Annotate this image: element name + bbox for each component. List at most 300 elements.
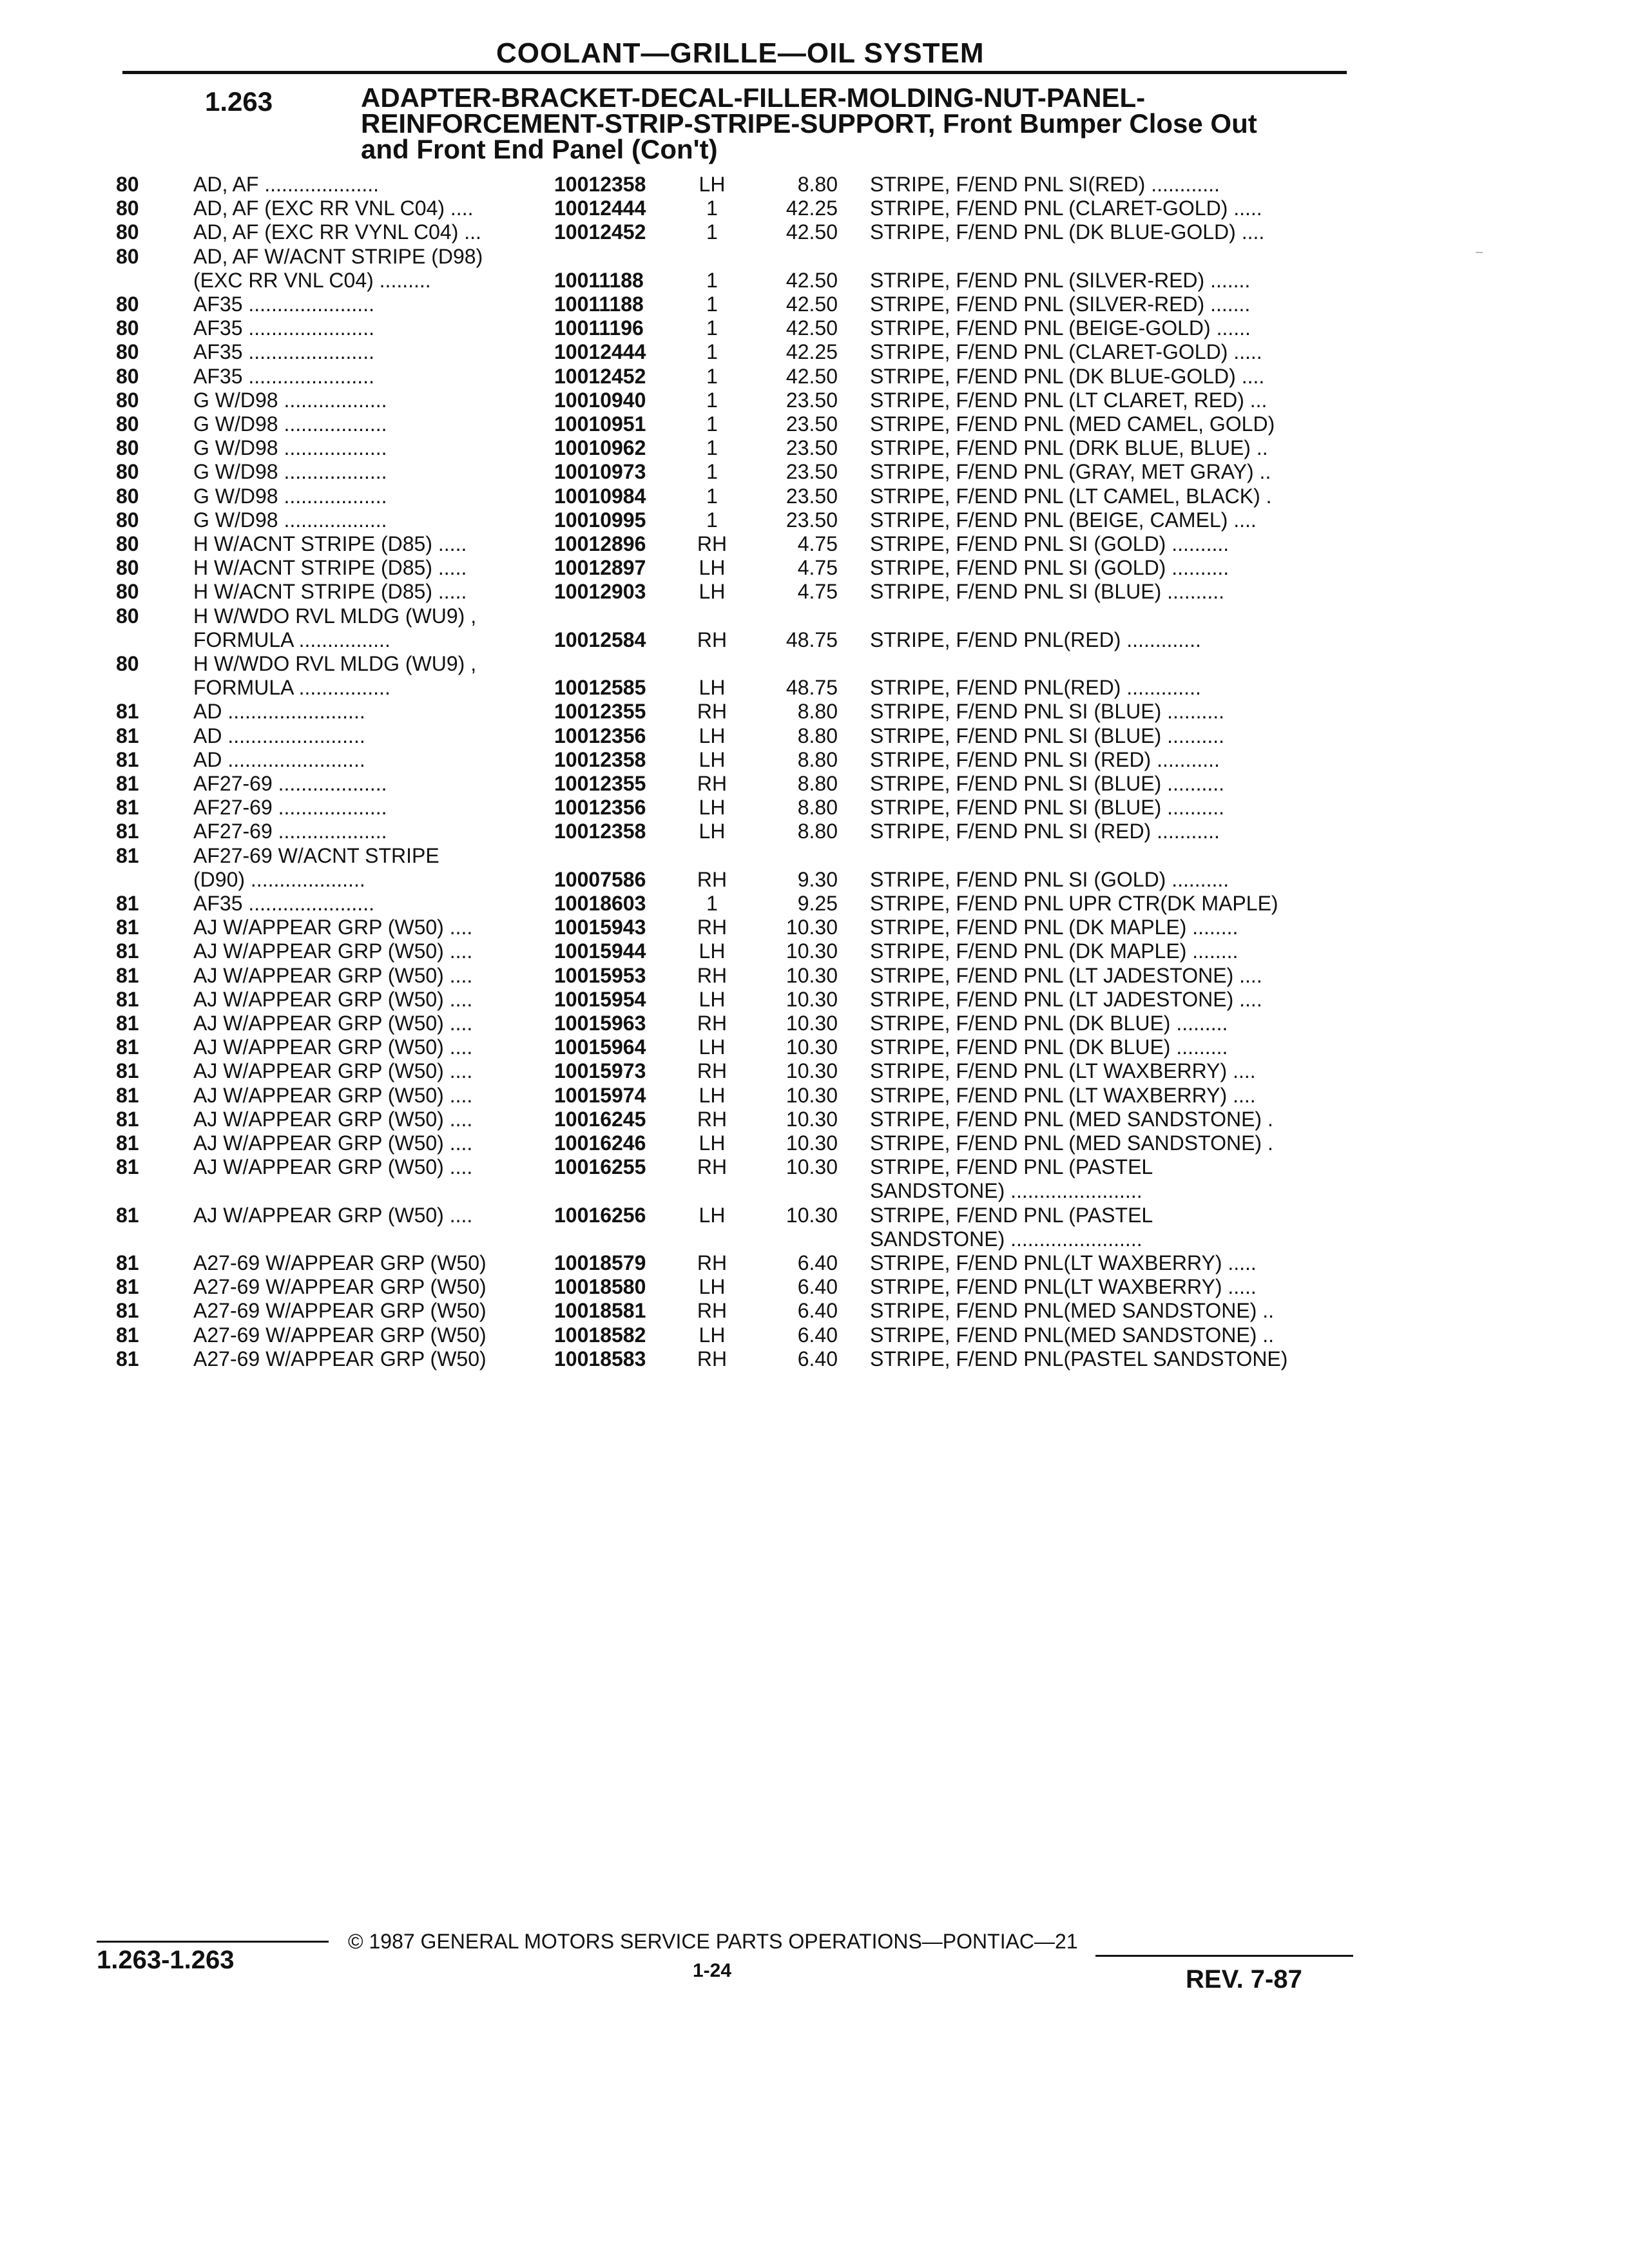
row-part-number: 10012896: [554, 532, 646, 555]
row-description: [193, 964, 548, 988]
row-quantity: RH: [697, 772, 728, 795]
row-part-number: 10010995: [554, 508, 646, 532]
table-row: [0, 173, 1629, 196]
row-description: [193, 197, 548, 220]
row-description: [193, 1275, 548, 1299]
row-description: [193, 1155, 548, 1179]
row-quantity: LH: [699, 1035, 726, 1059]
row-part-number: 10012355: [554, 700, 646, 724]
row-description: [193, 772, 548, 796]
row-description-line: G W/D98 ..................: [193, 412, 387, 436]
row-part-name-line: STRIPE, F/END PNL (MED SANDSTONE) .: [870, 1131, 1273, 1155]
table-row: [0, 820, 1629, 843]
row-description-line: AJ W/APPEAR GRP (W50) ....: [193, 1012, 473, 1035]
table-row: [0, 580, 1629, 603]
row-part-number: 10018579: [554, 1251, 646, 1274]
row-code: 80: [116, 604, 139, 628]
row-description-line: AF27-69 ...................: [193, 820, 387, 843]
row-part-name: [870, 964, 1347, 988]
footer-rule-right: [1095, 1955, 1353, 1957]
row-quantity: 1: [706, 316, 718, 340]
row-description: [193, 796, 548, 820]
table-row: [0, 508, 1629, 532]
row-description-line: AJ W/APPEAR GRP (W50) ....: [193, 1155, 473, 1179]
row-part-number: 10015954: [554, 987, 646, 1011]
row-description: [193, 844, 548, 892]
row-part-number: 10012897: [554, 556, 646, 580]
row-quantity: RH: [697, 628, 728, 651]
row-part-name: [870, 197, 1347, 220]
row-part-name: [870, 220, 1347, 244]
row-quantity: 1: [706, 364, 718, 388]
table-row: [0, 939, 1629, 963]
row-code: 81: [116, 1035, 139, 1059]
row-description-line: AF35 ......................: [193, 892, 374, 915]
row-price: 6.40: [797, 1299, 838, 1323]
row-price: 9.25: [797, 892, 838, 915]
row-part-name: [870, 1131, 1347, 1155]
row-part-name-line: STRIPE, F/END PNL (DK BLUE) .........: [870, 1012, 1228, 1035]
table-row: [0, 1012, 1629, 1035]
row-description-line: AF27-69 W/ACNT STRIPE: [193, 843, 439, 867]
row-part-name: [870, 340, 1347, 364]
row-part-name-line: STRIPE, F/END PNL (PASTEL: [870, 1203, 1153, 1227]
table-row: [0, 844, 1629, 892]
row-part-name: [870, 939, 1347, 963]
row-price: 23.50: [786, 436, 838, 460]
row-code: 81: [116, 1347, 139, 1370]
row-price: 23.50: [786, 484, 838, 508]
row-quantity: LH: [699, 987, 726, 1011]
table-row: [0, 772, 1629, 795]
row-description: [193, 604, 548, 652]
row-part-name: [870, 508, 1347, 532]
row-part-name: [870, 532, 1347, 556]
row-part-name: [870, 1012, 1347, 1035]
row-price: 8.80: [797, 796, 838, 820]
row-part-name-line: STRIPE, F/END PNL (LT WAXBERRY) ....: [870, 1059, 1256, 1083]
row-part-name-line: STRIPE, F/END PNL (PASTEL: [870, 1155, 1153, 1179]
row-part-number: 10012452: [554, 364, 646, 388]
row-quantity: 1: [706, 508, 718, 532]
row-quantity: LH: [699, 556, 726, 580]
row-code: 81: [116, 939, 139, 963]
table-row: [0, 1084, 1629, 1107]
row-description-line: G W/D98 ..................: [193, 484, 387, 508]
table-row: [0, 1299, 1629, 1322]
row-part-name: [870, 916, 1347, 939]
row-code: 81: [116, 1107, 139, 1131]
row-description-line: AF27-69 ...................: [193, 772, 387, 795]
table-row: [0, 460, 1629, 483]
row-description: [193, 916, 548, 939]
row-price: 6.40: [797, 1251, 838, 1274]
row-code: 80: [116, 556, 139, 580]
row-price: 8.80: [797, 747, 838, 771]
row-price: 42.50: [786, 293, 838, 316]
table-row: [0, 197, 1629, 220]
table-row: [0, 1251, 1629, 1274]
row-part-name-line: STRIPE, F/END PNL (DK BLUE-GOLD) ....: [870, 220, 1265, 244]
row-description-line: H W/ACNT STRIPE (D85) .....: [193, 532, 467, 555]
row-quantity: RH: [697, 1012, 728, 1035]
row-part-name: [870, 628, 1347, 652]
row-part-number: 10007586: [554, 867, 646, 891]
row-code: 80: [116, 340, 139, 364]
row-part-name-line: STRIPE, F/END PNL (DK MAPLE) ........: [870, 916, 1239, 939]
row-description: [193, 1012, 548, 1035]
row-quantity: RH: [697, 963, 728, 987]
row-description: [193, 365, 548, 389]
table-row: [0, 1275, 1629, 1298]
row-code: 81: [116, 796, 139, 820]
row-quantity: 1: [706, 892, 718, 915]
row-description-line: AF27-69 ...................: [193, 796, 387, 820]
row-part-number: 10018583: [554, 1347, 646, 1370]
row-description-line: AD ........................: [193, 747, 365, 771]
row-description: [193, 724, 548, 748]
row-quantity: LH: [699, 580, 726, 604]
row-part-number: 10012355: [554, 772, 646, 795]
row-part-name-line: STRIPE, F/END PNL (BEIGE, CAMEL) ....: [870, 508, 1257, 532]
table-row: [0, 436, 1629, 459]
row-price: 10.30: [786, 1083, 838, 1107]
row-code: 80: [116, 293, 139, 316]
row-quantity: LH: [699, 1275, 726, 1299]
row-part-name-line: STRIPE, F/END PNL (LT JADESTONE) ....: [870, 987, 1262, 1011]
row-part-number: 10012358: [554, 820, 646, 843]
table-row: [0, 1108, 1629, 1131]
row-price: 8.80: [797, 700, 838, 724]
row-price: 10.30: [786, 1012, 838, 1035]
row-part-number: 10010962: [554, 436, 646, 460]
row-description-line: AD, AF (EXC RR VYNL C04) ...: [193, 220, 481, 244]
row-part-name: [870, 316, 1347, 340]
row-part-name: [870, 676, 1347, 700]
row-code: 81: [116, 1131, 139, 1155]
row-part-number: 10010951: [554, 412, 646, 436]
row-part-name-line: STRIPE, F/END PNL SI(RED) ............: [870, 173, 1220, 196]
row-description: [193, 412, 548, 436]
row-price: 8.80: [797, 820, 838, 843]
table-row: [0, 485, 1629, 508]
row-price: 10.30: [786, 963, 838, 987]
row-part-name: [870, 748, 1347, 772]
row-quantity: LH: [699, 939, 726, 963]
table-row: [0, 532, 1629, 555]
row-part-number: 10015974: [554, 1083, 646, 1107]
row-part-name-line: STRIPE, F/END PNL (BEIGE-GOLD) ......: [870, 316, 1251, 340]
row-part-number: 10010984: [554, 484, 646, 508]
row-code: 81: [116, 1251, 139, 1274]
row-price: 10.30: [786, 1203, 838, 1227]
row-description: [193, 700, 548, 724]
row-part-name: [870, 1204, 1347, 1251]
row-part-name: [870, 724, 1347, 748]
row-quantity: 1: [706, 220, 718, 244]
row-code: 80: [116, 484, 139, 508]
row-code: 81: [116, 747, 139, 771]
row-part-name: [870, 460, 1347, 484]
row-code: 81: [116, 963, 139, 987]
row-price: 10.30: [786, 1035, 838, 1059]
row-quantity: RH: [697, 867, 728, 891]
row-part-name: [870, 1084, 1347, 1108]
row-description: [193, 1347, 548, 1371]
row-part-name: [870, 1251, 1347, 1275]
row-part-name-line: STRIPE, F/END PNL SI (BLUE) ..........: [870, 724, 1225, 747]
row-part-name-line: STRIPE, F/END PNL SI (RED) ...........: [870, 820, 1220, 843]
row-code: 80: [116, 460, 139, 484]
footer-range: 1.263-1.263: [97, 1946, 235, 1974]
table-row: [0, 220, 1629, 244]
row-part-name-line: STRIPE, F/END PNL (DK BLUE-GOLD) ....: [870, 364, 1265, 388]
footer-copyright: © 1987 GENERAL MOTORS SERVICE PARTS OPERATIONS—PONTIAC—21: [348, 1930, 1078, 1953]
row-part-name: [870, 1035, 1347, 1059]
row-part-number: 10018582: [554, 1323, 646, 1347]
row-quantity: LH: [699, 676, 726, 699]
row-code: 80: [116, 532, 139, 555]
row-code: 80: [116, 316, 139, 340]
row-quantity: RH: [697, 1299, 728, 1323]
section-number: 1.263: [205, 86, 273, 117]
row-part-name-line: STRIPE, F/END PNL (CLARET-GOLD) .....: [870, 340, 1262, 364]
row-description-line: AJ W/APPEAR GRP (W50) ....: [193, 1203, 473, 1227]
row-part-name-line: STRIPE, F/END PNL SI (BLUE) ..........: [870, 700, 1225, 724]
row-part-number: 10018580: [554, 1275, 646, 1299]
row-quantity: 1: [706, 340, 718, 364]
row-part-number: 10015964: [554, 1035, 646, 1059]
row-part-name-line: STRIPE, F/END PNL SI (GOLD) ..........: [870, 556, 1229, 580]
row-part-name: [870, 412, 1347, 436]
row-code: 80: [116, 508, 139, 532]
row-price: 42.50: [786, 316, 838, 340]
row-description-line: AJ W/APPEAR GRP (W50) ....: [193, 1107, 473, 1131]
row-description: [193, 436, 548, 460]
row-price: 48.75: [786, 628, 838, 651]
row-quantity: RH: [697, 1107, 728, 1131]
row-price: 42.50: [786, 220, 838, 244]
table-row: [0, 916, 1629, 939]
row-description-line: H W/ACNT STRIPE (D85) .....: [193, 580, 467, 604]
row-part-name-line: STRIPE, F/END PNL(RED) .............: [870, 676, 1201, 700]
row-part-name: [870, 1275, 1347, 1299]
row-quantity: LH: [699, 1083, 726, 1107]
row-quantity: LH: [699, 820, 726, 843]
row-code: 81: [116, 1203, 139, 1227]
row-part-name-line: STRIPE, F/END PNL (CLARET-GOLD) .....: [870, 197, 1262, 220]
row-price: 4.75: [797, 532, 838, 555]
row-code: 81: [116, 987, 139, 1011]
row-description: [193, 748, 548, 772]
row-description: [193, 173, 548, 197]
row-price: 6.40: [797, 1275, 838, 1299]
table-row: [0, 1155, 1629, 1203]
row-description-line: AJ W/APPEAR GRP (W50) ....: [193, 939, 473, 963]
row-description: [193, 508, 548, 532]
row-part-name-line: STRIPE, F/END PNL UPR CTR(DK MAPLE): [870, 892, 1278, 915]
row-part-name: [870, 436, 1347, 460]
row-part-name-line: STRIPE, F/END PNL(LT WAXBERRY) .....: [870, 1251, 1257, 1274]
row-code: 81: [116, 1083, 139, 1107]
row-part-name-line: STRIPE, F/END PNL (DK MAPLE) ........: [870, 939, 1239, 963]
page-title: COOLANT—GRILLE—OIL SYSTEM: [496, 37, 985, 69]
row-part-number: 10012358: [554, 173, 646, 196]
row-part-name: [870, 868, 1347, 892]
row-part-number: 10012584: [554, 628, 646, 651]
row-part-number: 10015973: [554, 1059, 646, 1083]
row-description-line: A27-69 W/APPEAR GRP (W50): [193, 1347, 487, 1370]
table-row: [0, 652, 1629, 700]
section-title-line-2: REINFORCEMENT-STRIP-STRIPE-SUPPORT, Front Bumper Close Out: [361, 108, 1257, 139]
row-quantity: RH: [697, 1155, 728, 1179]
row-description: [193, 1323, 548, 1347]
row-price: 9.30: [797, 867, 838, 891]
row-price: 6.40: [797, 1347, 838, 1370]
row-price: 23.50: [786, 388, 838, 412]
row-part-name: [870, 1108, 1347, 1131]
row-code: 80: [116, 388, 139, 412]
row-part-name-line: STRIPE, F/END PNL SI (GOLD) ..........: [870, 867, 1229, 891]
row-part-name-line: STRIPE, F/END PNL (SILVER-RED) .......: [870, 293, 1251, 316]
row-description-line: A27-69 W/APPEAR GRP (W50): [193, 1299, 487, 1323]
row-description-line: A27-69 W/APPEAR GRP (W50): [193, 1251, 487, 1274]
row-part-name: [870, 700, 1347, 724]
row-part-name: [870, 485, 1347, 508]
row-description-line: AJ W/APPEAR GRP (W50) ....: [193, 963, 473, 987]
row-quantity: LH: [699, 747, 726, 771]
row-description-line: AD ........................: [193, 724, 365, 747]
row-code: 80: [116, 652, 139, 675]
row-description-line: AJ W/APPEAR GRP (W50) ....: [193, 916, 473, 939]
row-description: [193, 1035, 548, 1059]
table-row: [0, 316, 1629, 340]
row-part-number: 10016246: [554, 1131, 646, 1155]
table-row: [0, 293, 1629, 316]
row-part-name-line: SANDSTONE) .......................: [870, 1179, 1142, 1203]
row-description: [193, 220, 548, 244]
row-part-name-line: STRIPE, F/END PNL(LT WAXBERRY) .....: [870, 1275, 1257, 1299]
row-part-name: [870, 389, 1347, 412]
row-code: 81: [116, 700, 139, 724]
row-part-name: [870, 1323, 1347, 1347]
row-code: 80: [116, 580, 139, 604]
row-quantity: 1: [706, 293, 718, 316]
row-description: [193, 340, 548, 364]
row-code: 81: [116, 1012, 139, 1035]
row-part-name-line: STRIPE, F/END PNL (DK BLUE) .........: [870, 1035, 1228, 1059]
table-row: [0, 1059, 1629, 1082]
row-part-name: [870, 820, 1347, 843]
row-description-line: AD, AF (EXC RR VNL C04) ....: [193, 197, 474, 220]
row-part-number: 10018603: [554, 892, 646, 915]
row-description: [193, 556, 548, 580]
row-code: 80: [116, 197, 139, 220]
row-quantity: LH: [699, 796, 726, 820]
row-description: [193, 1108, 548, 1131]
row-part-number: 10012585: [554, 676, 646, 699]
row-part-name-line: STRIPE, F/END PNL (MED SANDSTONE) .: [870, 1107, 1273, 1131]
row-description-line: AD, AF W/ACNT STRIPE (D98): [193, 244, 483, 268]
section-title-line-3: and Front End Panel (Con't): [361, 134, 718, 164]
row-description: [193, 532, 548, 556]
row-code: 80: [116, 220, 139, 244]
table-row: [0, 748, 1629, 771]
row-description-line: AJ W/APPEAR GRP (W50) ....: [193, 1083, 473, 1107]
row-code: 81: [116, 1155, 139, 1179]
row-price: 8.80: [797, 772, 838, 795]
row-description: [193, 1251, 548, 1275]
row-description-line: AF35 ......................: [193, 293, 374, 316]
row-description: [193, 652, 548, 700]
row-code: 80: [116, 244, 139, 268]
margin-mark: –: [1476, 245, 1483, 259]
row-part-name-line: STRIPE, F/END PNL SI (RED) ...........: [870, 747, 1220, 771]
row-description: [193, 389, 548, 412]
row-quantity: RH: [697, 532, 728, 555]
row-part-number: 10018581: [554, 1299, 646, 1323]
row-code: 80: [116, 412, 139, 436]
row-quantity: RH: [697, 1251, 728, 1274]
row-code: 81: [116, 724, 139, 747]
row-price: 10.30: [786, 939, 838, 963]
row-part-name-line: STRIPE, F/END PNL (LT JADESTONE) ....: [870, 963, 1262, 987]
row-description-line: A27-69 W/APPEAR GRP (W50): [193, 1323, 487, 1347]
row-price: 42.25: [786, 340, 838, 364]
row-description: [193, 293, 548, 316]
row-part-number: 10012903: [554, 580, 646, 604]
row-part-name: [870, 892, 1347, 916]
table-row: [0, 1131, 1629, 1155]
row-description: [193, 316, 548, 340]
row-price: 8.80: [797, 173, 838, 196]
table-row: [0, 245, 1629, 293]
row-part-name-line: STRIPE, F/END PNL (GRAY, MET GRAY) ..: [870, 460, 1271, 484]
row-code: 81: [116, 892, 139, 915]
row-quantity: 1: [706, 484, 718, 508]
row-description: [193, 460, 548, 484]
row-quantity: RH: [697, 1347, 728, 1370]
row-part-number: 10012452: [554, 220, 646, 244]
table-row: [0, 892, 1629, 915]
row-quantity: 1: [706, 268, 718, 292]
row-part-name: [870, 556, 1347, 580]
row-price: 10.30: [786, 1155, 838, 1179]
row-description: [193, 485, 548, 508]
footer-revision: REV. 7-87: [1186, 1965, 1302, 1994]
row-part-name-line: STRIPE, F/END PNL SI (GOLD) ..........: [870, 532, 1229, 555]
row-part-number: 10015963: [554, 1012, 646, 1035]
row-description-line: H W/WDO RVL MLDG (WU9) ,: [193, 652, 477, 675]
row-part-name-line: STRIPE, F/END PNL (LT CLARET, RED) ...: [870, 388, 1268, 412]
row-price: 10.30: [786, 1131, 838, 1155]
row-description-line: (D90) ....................: [193, 867, 365, 891]
row-description-line: AF35 ......................: [193, 364, 374, 388]
row-part-name: [870, 365, 1347, 389]
row-description-line: AJ W/APPEAR GRP (W50) ....: [193, 987, 473, 1011]
row-description-line: AJ W/APPEAR GRP (W50) ....: [193, 1059, 473, 1083]
table-row: [0, 1035, 1629, 1059]
row-part-name-line: STRIPE, F/END PNL(RED) .............: [870, 628, 1201, 651]
row-price: 42.50: [786, 364, 838, 388]
row-description-line: FORMULA ................: [193, 676, 390, 699]
row-part-number: 10012358: [554, 747, 646, 771]
row-part-number: 10012356: [554, 796, 646, 820]
row-price: 42.50: [786, 268, 838, 292]
table-row: [0, 1203, 1629, 1251]
row-part-number: 10011188: [554, 268, 644, 292]
row-description-line: G W/D98 ..................: [193, 436, 387, 460]
